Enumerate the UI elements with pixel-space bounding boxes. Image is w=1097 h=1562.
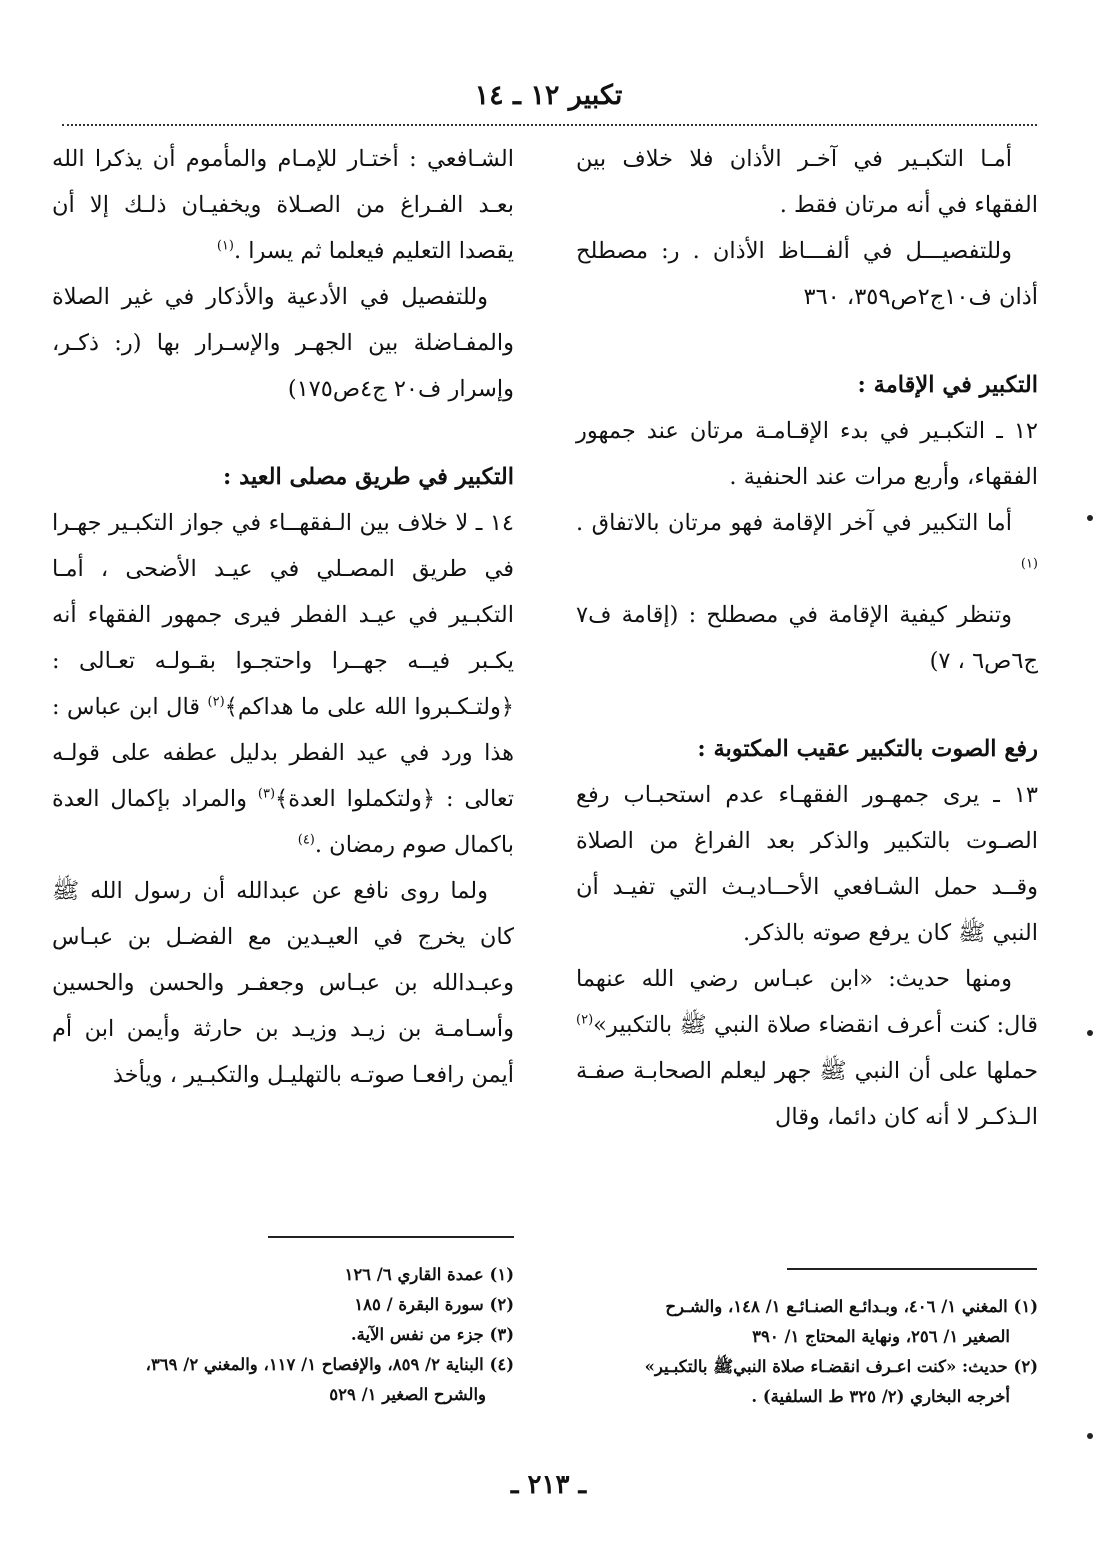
- footnote-continuation: أخرجه البخاري (٢/ ٣٢٥ ط السلفية) .: [751, 1387, 1010, 1406]
- paragraph: [576, 956, 1038, 1140]
- paragraph: وتنظر كيفية الإقامة في مصطلح : (إقامة ف٧ ج٦ص٦ ، ٧): [576, 602, 1038, 674]
- paragraph: ولما روى نافع عن عبدالله أن رسول الله ﷺ كان يخرج في العيـدين مع الفضـل بن عبـاس وعبـدالله بن عبـاس وجعفـر والحسن والحسين وأسـامـة بن زيـد وزيـد بن حارثة وأيمن ابن أم أيمن رافعـا صوتـه بالتهليـل والتكبـير ، ويأخذ: [52, 878, 514, 1088]
- footnote-ref: (١): [216, 238, 234, 254]
- footnote-ref: (٣): [257, 786, 276, 802]
- paragraph-text: ومنها حديث: «ابن عبـاس رضي الله عنهما قال: كنت أعرف انقضاء صلاة النبي ﷺ بالتكبير»: [576, 966, 1038, 1038]
- footnotes-left: [52, 1260, 514, 1410]
- footnote-continuation: والشرح الصغير ١/ ٥٢٩: [329, 1385, 486, 1404]
- running-header: تكبير ١٢ ـ ١٤: [474, 80, 623, 111]
- paragraph-text: ١٤ ـ لا خلاف بين الـفقهــاء في جواز التكبـير جهـرا في طريق المصـلي في عيـد الأضحى ، أمـا التكبـير في عيـد الفطر فيرى جمهور الفقهاء أنه يكـبر فيــه جهــرا واحتجـوا بقـولـه تعـالى : ﴿ولتـكـبروا الله على ما هداكم﴾: [52, 510, 514, 720]
- right-column: [576, 136, 1038, 1140]
- section-heading: رفع الصوت بالتكبير عقيب المكتوبة :: [697, 736, 1038, 762]
- paragraph: وللتفصيل في الأدعية والأذكار في غير الصلاة والمفـاضلة بين الجهـر والإسـرار بها (ر: ذكـر، وإسرار ف٢٠ ج٤ص١٧٥): [52, 284, 514, 402]
- paragraph: ١٣ ـ يرى جمهـور الفقهـاء عدم استحبـاب رفع الصـوت بالتكبير والذكر بعد الفراغ من الصلاة وقــد حمل الشـافعي الأحــاديـث التي تفيـد أن النبي ﷺ كان يرفع صوته بالذكر.: [576, 782, 1038, 946]
- footnote-rule-right: [787, 1268, 1037, 1270]
- scan-speck: [1087, 1433, 1093, 1439]
- paragraph-text: الشـافعي : أختـار للإمـام والمأموم أن يذكرا الله بعـد الفـراغ من الصـلاة ويخفيـان ذلـك إلا أن يقصدا التعليم فيعلما ثم يسرا .: [52, 146, 514, 264]
- footnote-ref: (٢): [207, 694, 225, 710]
- footnote: (١) المغني ١/ ٤٠٦، وبـدائـع الصنـائـع ١/ ١٤٨، والشـرح: [665, 1297, 1038, 1316]
- paragraph-text: قال ابن عباس : هذا ورد في عيد الفطر بدليل عطفه على قولـه تعالى : ﴿ولتكملوا العدة﴾: [52, 694, 514, 812]
- section-heading: التكبير في الإقامة :: [857, 372, 1038, 398]
- paragraph-text: والمراد بإكمال العدة باكمال صوم رمضان .: [52, 786, 514, 858]
- footnote: (٣) جزء من نفس الآية.: [350, 1325, 514, 1344]
- page-number: ـ ٢١٣ ـ: [510, 1470, 587, 1500]
- paragraph: [52, 500, 514, 868]
- footnote: (٤) البناية ٢/ ٨٥٩، والإفصاح ١/ ١١٧، والمغني ٢/ ٣٦٩،: [145, 1355, 514, 1374]
- section-heading: التكبير في طريق مصلى العيد :: [223, 464, 514, 490]
- footnote-ref: (٤): [297, 832, 315, 848]
- footnotes-right: [576, 1292, 1038, 1412]
- footnote: (٢) حديث: «كنت اعـرف انقضـاء صلاة النبيﷺ بالتكبـير»: [644, 1357, 1038, 1376]
- footnote: (٢) سورة البقرة / ١٨٥: [354, 1295, 514, 1314]
- paragraph: [52, 136, 514, 274]
- paragraph: ١٢ ـ التكبـير في بدء الإقـامـة مرتان عند جمهور الفقهاء، وأربع مرات عند الحنفية .: [576, 418, 1038, 490]
- footnote-continuation: الصغير ١/ ٢٥٦، ونهاية المحتاج ١/ ٣٩٠: [752, 1327, 1010, 1346]
- scan-speck: [1087, 1030, 1093, 1036]
- left-column: [52, 136, 514, 1098]
- footnote-ref: (٢): [576, 1012, 594, 1028]
- paragraph: وللتفصيـــل في ألفـــاظ الأذان . ر: مصطلح أذان ف١٠ج٢ص٣٥٩، ٣٦٠: [576, 238, 1038, 310]
- paragraph-text: أما التكبير في آخر الإقامة فهو مرتان بالاتفاق .: [576, 510, 1012, 536]
- header-dotted-rule: [62, 124, 1037, 126]
- scan-speck: [1087, 515, 1093, 521]
- paragraph: [576, 500, 1038, 592]
- footnote-rule-left: [268, 1236, 514, 1238]
- footnote-ref: (١): [1020, 556, 1038, 572]
- footnote: (١) عمدة القاري ٦/ ١٢٦: [344, 1265, 514, 1284]
- paragraph: أمـا التكبـير في آخـر الأذان فلا خلاف بين الفقهاء في أنه مرتان فقط .: [576, 146, 1038, 218]
- paragraph-text: حملها على أن النبي ﷺ جهر ليعلم الصحابـة صفـة الـذكـر لا أنه كان دائما، وقال: [576, 1058, 1038, 1130]
